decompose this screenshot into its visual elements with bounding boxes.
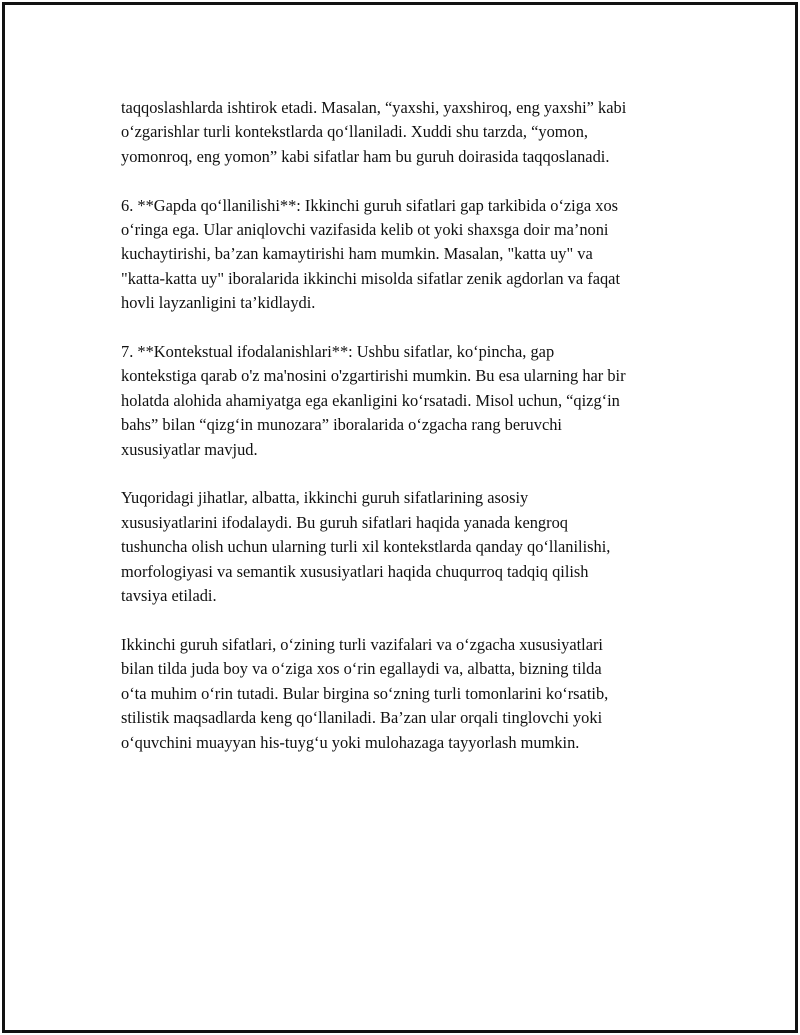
text-line: yomonroq, eng yomon” kabi sifatlar ham bu guruh doirasida taqqoslanadi. bbox=[121, 146, 610, 166]
paragraph-summary bbox=[121, 486, 701, 608]
paragraph-contextual-expression bbox=[121, 340, 701, 462]
paragraph-conclusion bbox=[121, 633, 701, 755]
paragraph-usage-in-sentence bbox=[121, 194, 701, 316]
text-line: holatda alohida ahamiyatga ega ekanligini ko‘rsatadi. Misol uchun, “qizg‘in bbox=[121, 390, 620, 410]
document-body bbox=[121, 96, 701, 779]
page-frame bbox=[2, 2, 798, 1033]
text-line: xususiyatlarini ifodalaydi. Bu guruh sifatlari haqida yanada kengroq bbox=[121, 512, 568, 532]
text-line: 7. **Kontekstual ifodalanishlari**: Ushbu sifatlar, ko‘pincha, gap bbox=[121, 342, 555, 362]
text-line: stilistik maqsadlarda keng qo‘llaniladi. Ba’zan ular orqali tinglovchi yoki bbox=[121, 708, 603, 728]
text-line: taqqoslashlarda ishtirok etadi. Masalan, “yaxshi, yaxshiroq, eng yaxshi” kabi bbox=[121, 98, 627, 117]
text-line: o‘ta muhim o‘rin tutadi. Bular birgina so‘zning turli tomonlarini ko‘rsatib, bbox=[121, 683, 609, 703]
text-line: morfologiyasi va semantik xususiyatlari haqida chuqurroq tadqiq qilish bbox=[121, 561, 589, 581]
text-line: o‘ringa ega. Ular aniqlovchi vazifasida kelib ot yoki shaxsga doir ma’noni bbox=[121, 220, 609, 240]
text-line: o‘quvchini muayyan his-tuyg‘u yoki mulohazaga tayyorlash mumkin. bbox=[121, 732, 580, 752]
text-line: bahs” bilan “qizg‘in munozara” iboralarida o‘zgacha rang beruvchi bbox=[121, 415, 562, 435]
text-line: tushuncha olish uchun ularning turli xil kontekstlarda qanday qo‘llanilishi, bbox=[121, 537, 611, 557]
text-line: hovli layzanligini ta’kidlaydi. bbox=[121, 293, 316, 313]
text-line: "katta-katta uy" iboralarida ikkinchi misolda sifatlar zenik agdorlan va faqat bbox=[121, 268, 620, 288]
paragraph-comparison bbox=[121, 96, 701, 169]
text-line: tavsiya etiladi. bbox=[121, 586, 217, 606]
text-line: xususiyatlar mavjud. bbox=[121, 439, 258, 459]
text-line: bilan tilda juda boy va o‘ziga xos o‘rin egallaydi va, albatta, bizning tilda bbox=[121, 659, 602, 679]
text-line: Ikkinchi guruh sifatlari, o‘zining turli vazifalari va o‘zgacha xususiyatlari bbox=[121, 634, 603, 654]
text-line: 6. **Gapda qo‘llanilishi**: Ikkinchi guruh sifatlari gap tarkibida o‘ziga xos bbox=[121, 195, 619, 215]
text-line: kontekstiga qarab o'z ma'nosini o'zgartirishi mumkin. Bu esa ularning har bir bbox=[121, 366, 626, 386]
text-line: Yuqoridagi jihatlar, albatta, ikkinchi guruh sifatlarining asosiy bbox=[121, 488, 529, 508]
text-line: o‘zgarishlar turli kontekstlarda qo‘llaniladi. Xuddi shu tarzda, “yomon, bbox=[121, 122, 589, 142]
text-line: kuchaytirishi, ba’zan kamaytirishi ham mumkin. Masalan, "katta uy" va bbox=[121, 244, 593, 264]
